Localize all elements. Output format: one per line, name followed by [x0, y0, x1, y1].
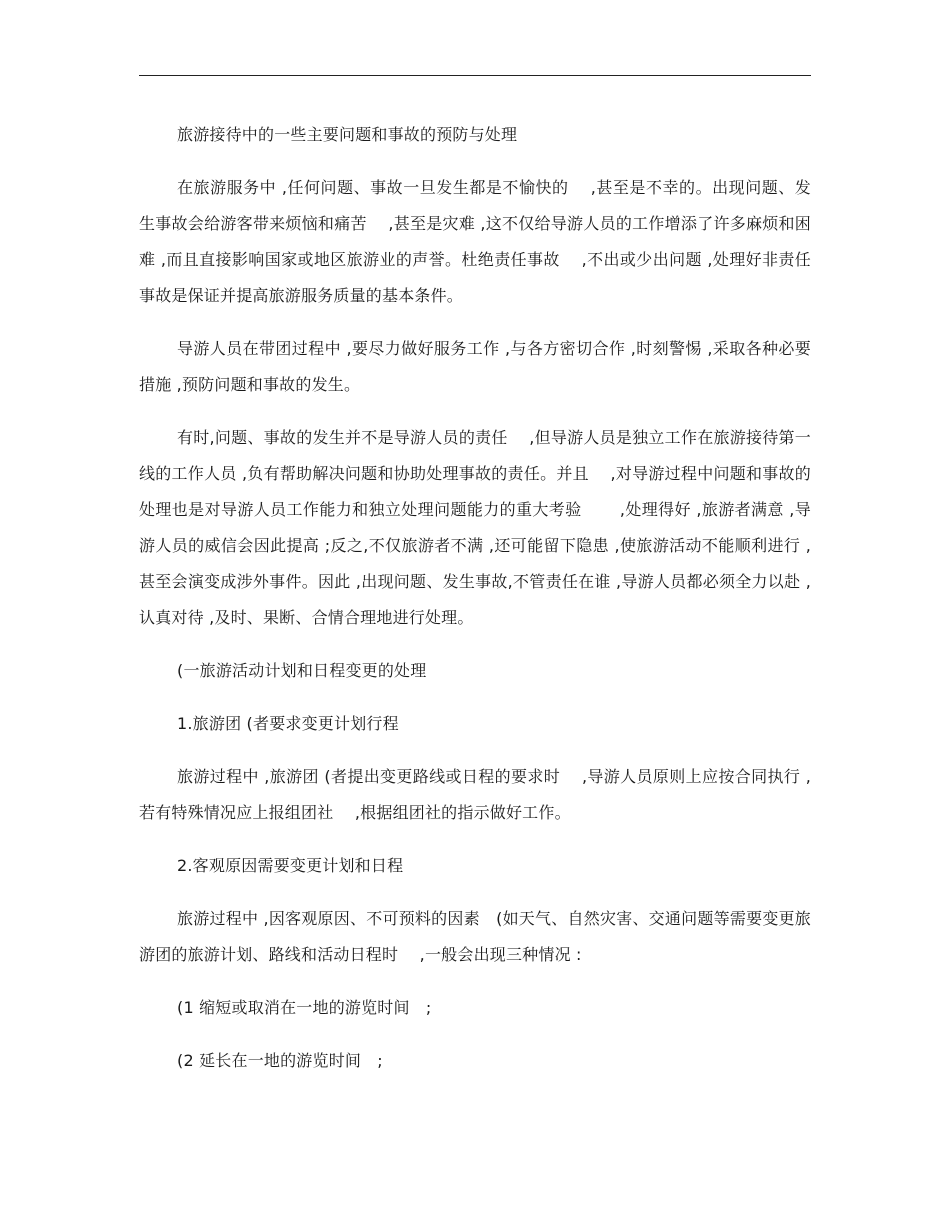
paragraph-intro: 在旅游服务中 ,任何问题、事故一旦发生都是不愉快的 ,甚至是不幸的。出现问题、发生事故会给游客带来烦恼和痛苦 ,甚至是灾难 ,这不仅给导游人员的工作增添了许多麻烦和困难 ,而且直接影响国家或地区旅游业的声誉。杜绝责任事故 ,不出或少出问题 ,处理好非责任事故是保证并提高旅游服务质量的基本条件。	[139, 178, 811, 305]
subsection-heading-1: 1.旅游团 (者要求变更计划行程	[177, 714, 399, 733]
paragraph-prevention: 导游人员在带团过程中 ,要尽力做好服务工作 ,与各方密切合作 ,时刻警惕 ,采取各种必要措施 ,预防问题和事故的发生。	[139, 339, 811, 394]
paragraph-group-request: 旅游过程中 ,旅游团 (者提出变更路线或日程的要求时 ,导游人员原则上应按合同执行 ,若有特殊情况应上报组团社 ,根据组团社的指示做好工作。	[139, 767, 811, 822]
document-body	[139, 117, 811, 1096]
subsection-heading-2: 2.客观原因需要变更计划和日程	[177, 856, 404, 875]
list-item-1: (1 缩短或取消在一地的游览时间 ;	[177, 998, 432, 1017]
document-title: 旅游接待中的一些主要问题和事故的预防与处理	[177, 125, 518, 144]
paragraph-responsibility: 有时,问题、事故的发生并不是导游人员的责任 ,但导游人员是独立工作在旅游接待第一线的工作人员 ,负有帮助解决问题和协助处理事故的责任。并且 ,对导游过程中问题和事故的处理也是对导游人员工作能力和独立处理问题能力的重大考验 ,处理得好 ,旅游者满意 ,导游人员的威信会因此提高 ;反之,不仅旅游者不满 ,还可能留下隐患 ,使旅游活动不能顺利进行 ,甚至会演变成涉外事件。因此 ,出现问题、发生事故,不管责任在谁 ,导游人员都必须全力以赴 ,认真对待 ,及时、果断、合情合理地进行处理。	[139, 428, 811, 627]
header-rule	[139, 75, 811, 76]
paragraph-objective-causes: 旅游过程中 ,因客观原因、不可预料的因素 (如天气、自然灾害、交通问题等需要变更旅游团的旅游计划、路线和活动日程时 ,一般会出现三种情况 :	[139, 909, 811, 964]
list-item-2: (2 延长在一地的游览时间 ;	[177, 1051, 383, 1070]
section-heading-1: (一旅游活动计划和日程变更的处理	[177, 661, 427, 680]
